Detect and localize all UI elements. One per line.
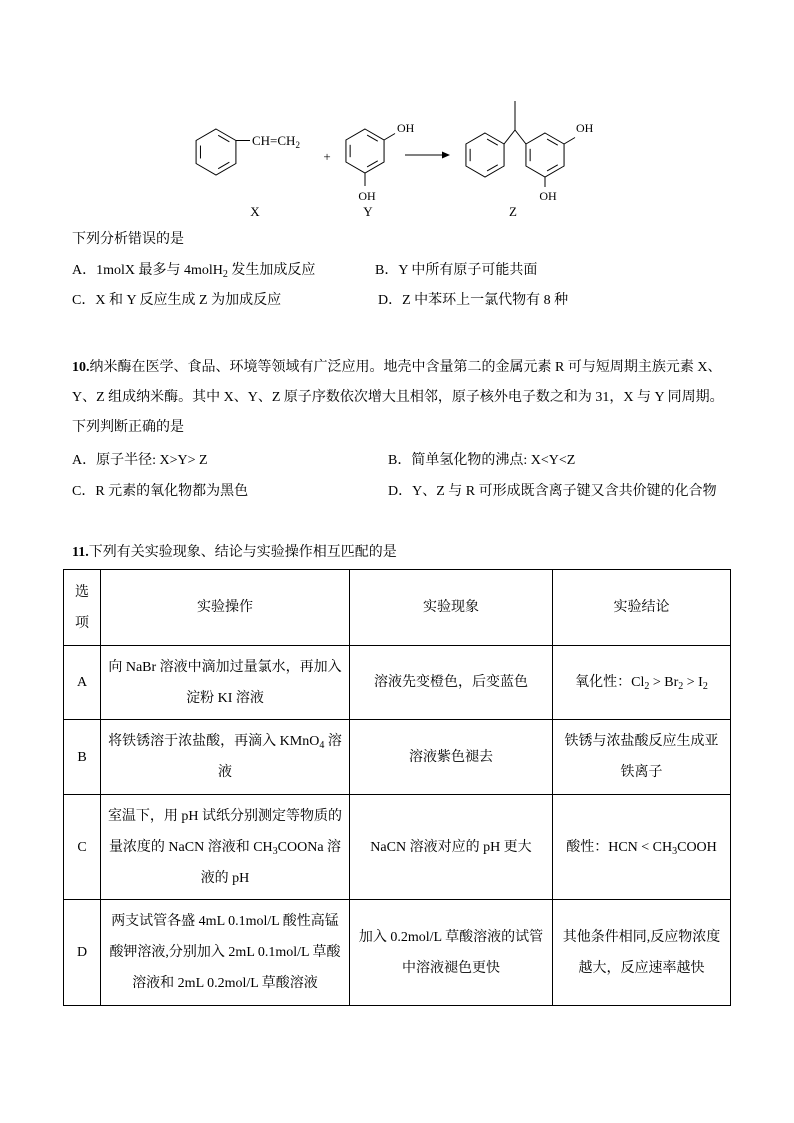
row-operation <box>101 795 350 900</box>
q10-number: 10. <box>72 360 90 375</box>
vinyl-group-text: CH=CH <box>252 133 296 148</box>
subscript: 2 <box>644 681 650 692</box>
subscript: 4 <box>319 740 325 751</box>
text-segment: 项 <box>75 615 89 631</box>
label-y: Y <box>363 204 373 219</box>
text-segment: 溶液和 2mL 0.2mol/L 草酸溶液 <box>132 976 318 991</box>
subscript: 3 <box>272 845 278 857</box>
row-operation-line <box>105 968 345 999</box>
row-option: A <box>64 646 101 720</box>
benzene-ring-left-hexagon <box>466 133 504 177</box>
q9-option-b: B．Y 中所有原子可能共面 <box>375 263 538 278</box>
text-segment: 向 NaBr 溶液中滴加过量氯水，再加入 <box>108 659 342 675</box>
row-phenomenon-line <box>354 953 548 984</box>
text-segment: > Br <box>649 675 679 690</box>
hydroxyl-label-bottom: OH <box>358 189 376 203</box>
row-operation <box>101 900 350 1006</box>
hydroxyl-label-bottom: OH <box>539 189 557 203</box>
hydroxyl-bond-top <box>384 134 395 141</box>
table-header-row <box>64 570 731 646</box>
row-conclusion <box>553 900 731 1006</box>
q9-option-a-subscript: 2 <box>222 269 228 280</box>
benzene-ring-hexagon <box>196 129 236 175</box>
q10-stem-line-2: Y、Z 组成纳米酶。其中 X、Y、Z 原子序数依次增大且相邻，原子核外电子数之和为 31，X 与 Y 同周期。 <box>72 390 724 405</box>
row-phenomenon <box>350 646 553 720</box>
header-phenomenon: 实验现象 <box>350 570 553 646</box>
text-segment: 选 <box>75 584 89 600</box>
row-option: B <box>64 720 101 795</box>
row-conclusion-line <box>557 726 726 757</box>
header-conclusion: 实验结论 <box>553 570 731 646</box>
bond-left-ring-to-ch <box>504 130 515 144</box>
row-conclusion-line <box>557 667 726 698</box>
text-segment: 酸钾溶液,分别加入 2mL 0.1mol/L 草酸 <box>109 945 341 960</box>
q9-option-a-text-end: 发生加成反应 <box>227 263 316 278</box>
row-conclusion <box>553 720 731 795</box>
row-operation-line <box>105 863 345 894</box>
text-segment: 将铁锈溶于浓盐酸，再滴入 KMnO <box>108 734 320 749</box>
text-segment: 越大，反应速率越快 <box>578 960 705 976</box>
text-segment: NaCN 溶液对应的 pH 更大 <box>370 839 532 855</box>
hydroxyl-label-top: OH <box>576 121 594 135</box>
text-segment: 淀粉 KI 溶液 <box>186 690 264 706</box>
text-segment: 液的 pH <box>200 870 250 886</box>
q9-option-d: D．Z 中苯环上一氯代物有 8 种 <box>378 293 569 308</box>
q9-prompt: 下列分析错误的是 <box>72 232 184 247</box>
label-z: Z <box>509 204 517 219</box>
text-segment: 铁锈与浓盐酸反应生成亚 <box>564 734 719 749</box>
row-phenomenon <box>350 900 553 1006</box>
plus-sign: + <box>323 149 331 164</box>
text-segment: 氧化性：Cl <box>575 675 645 690</box>
text-segment: 其他条件相同,反应物浓度 <box>562 929 721 945</box>
hydroxyl-label-top: OH <box>397 121 415 135</box>
molecule-x <box>196 129 300 175</box>
q10-option-d: D．Y、Z 与 R 可形成既含离子键又含共价键的化合物 <box>388 484 717 499</box>
header-option-line <box>68 608 96 639</box>
vinyl-group-label <box>252 133 300 150</box>
text-segment: > I <box>683 675 703 690</box>
row-conclusion-line <box>557 832 726 863</box>
q11-number: 11. <box>72 545 89 560</box>
arrow-head <box>442 152 450 159</box>
table-row <box>64 646 731 720</box>
experiment-table <box>63 569 731 1006</box>
row-conclusion <box>553 795 731 900</box>
subscript: 2 <box>702 681 708 692</box>
text-segment: 室温下，用 pH 试纸分别测定等物质的 <box>107 808 343 824</box>
benzene-ring-right-hexagon <box>526 133 564 177</box>
text-segment: 量浓度的 NaCN 溶液和 CH <box>108 839 273 855</box>
q10-option-b: B．简单氢化物的沸点: X<Y<Z <box>388 453 576 468</box>
row-conclusion-line <box>557 757 726 788</box>
text-segment: 铁离子 <box>620 765 663 780</box>
row-phenomenon-line <box>354 667 548 698</box>
row-operation-line <box>105 937 345 968</box>
label-x: X <box>250 204 260 219</box>
text-segment: 加入 0.2mol/L 草酸溶液的试管 <box>358 929 544 945</box>
row-operation-line <box>105 757 345 788</box>
q10-stem-line-1 <box>72 358 721 378</box>
text-segment: COOH <box>677 839 717 855</box>
row-phenomenon <box>350 720 553 795</box>
q11-stem-text: 下列有关实验现象、结论与实验操作相互匹配的是 <box>88 545 397 560</box>
row-operation <box>101 646 350 720</box>
q11-stem <box>72 543 397 563</box>
reaction-arrow <box>405 152 450 159</box>
subscript: 3 <box>672 845 678 857</box>
reaction-scheme <box>0 0 794 230</box>
row-phenomenon-line <box>354 832 548 863</box>
bond-right-ring-to-ch <box>515 130 526 144</box>
subscript: 2 <box>678 681 684 692</box>
q10-prompt: 下列判断正确的是 <box>72 420 184 435</box>
q10-option-c: C．R 元素的氧化物都为黑色 <box>72 484 249 499</box>
row-operation-line <box>105 801 345 832</box>
text-segment: 溶液先变橙色，后变蓝色 <box>374 675 528 690</box>
text-segment: 两支试管各盛 4mL 0.1mol/L 酸性高锰 <box>111 914 339 929</box>
header-option-line <box>68 577 96 608</box>
row-conclusion-line <box>557 922 726 953</box>
text-segment: 中溶液褪色更快 <box>402 960 500 976</box>
row-operation <box>101 720 350 795</box>
row-phenomenon <box>350 795 553 900</box>
header-operation: 实验操作 <box>101 570 350 646</box>
row-operation-line <box>105 906 345 937</box>
hydroxyl-bond-top <box>564 138 575 145</box>
table-row <box>64 900 731 1006</box>
header-option <box>64 570 101 646</box>
benzene-ring-hexagon <box>346 129 384 173</box>
text-segment: 溶 <box>324 734 342 749</box>
table-row <box>64 795 731 900</box>
row-operation-line <box>105 683 345 714</box>
molecule-y <box>346 121 415 203</box>
q10-option-a: A．原子半径: X>Y> Z <box>72 453 208 468</box>
text-segment: 酸性：HCN < CH <box>566 839 673 855</box>
table-row <box>64 720 731 795</box>
text-segment: 液 <box>218 765 232 780</box>
row-conclusion-line <box>557 953 726 984</box>
q9-option-a <box>72 261 315 281</box>
text-segment: 溶液紫色褪去 <box>409 749 493 765</box>
row-operation-line <box>105 652 345 683</box>
row-phenomenon-line <box>354 922 548 953</box>
row-operation-line <box>105 832 345 863</box>
row-option: C <box>64 795 101 900</box>
q9-option-a-text: A．1molX 最多与 4molH <box>72 263 223 278</box>
row-conclusion <box>553 646 731 720</box>
row-option: D <box>64 900 101 1006</box>
q10-stem-text: 纳米酶在医学、食品、环境等领域有广泛应用。地壳中含量第二的金属元素 R 可与短周期主族元素 X、 <box>89 360 722 375</box>
q9-option-c: C．X 和 Y 反应生成 Z 为加成反应 <box>72 293 282 308</box>
vinyl-group-subscript: 2 <box>295 140 300 150</box>
row-operation-line <box>105 726 345 757</box>
row-phenomenon-line <box>354 742 548 773</box>
text-segment: COONa 溶 <box>277 839 342 855</box>
molecule-z <box>466 101 594 203</box>
